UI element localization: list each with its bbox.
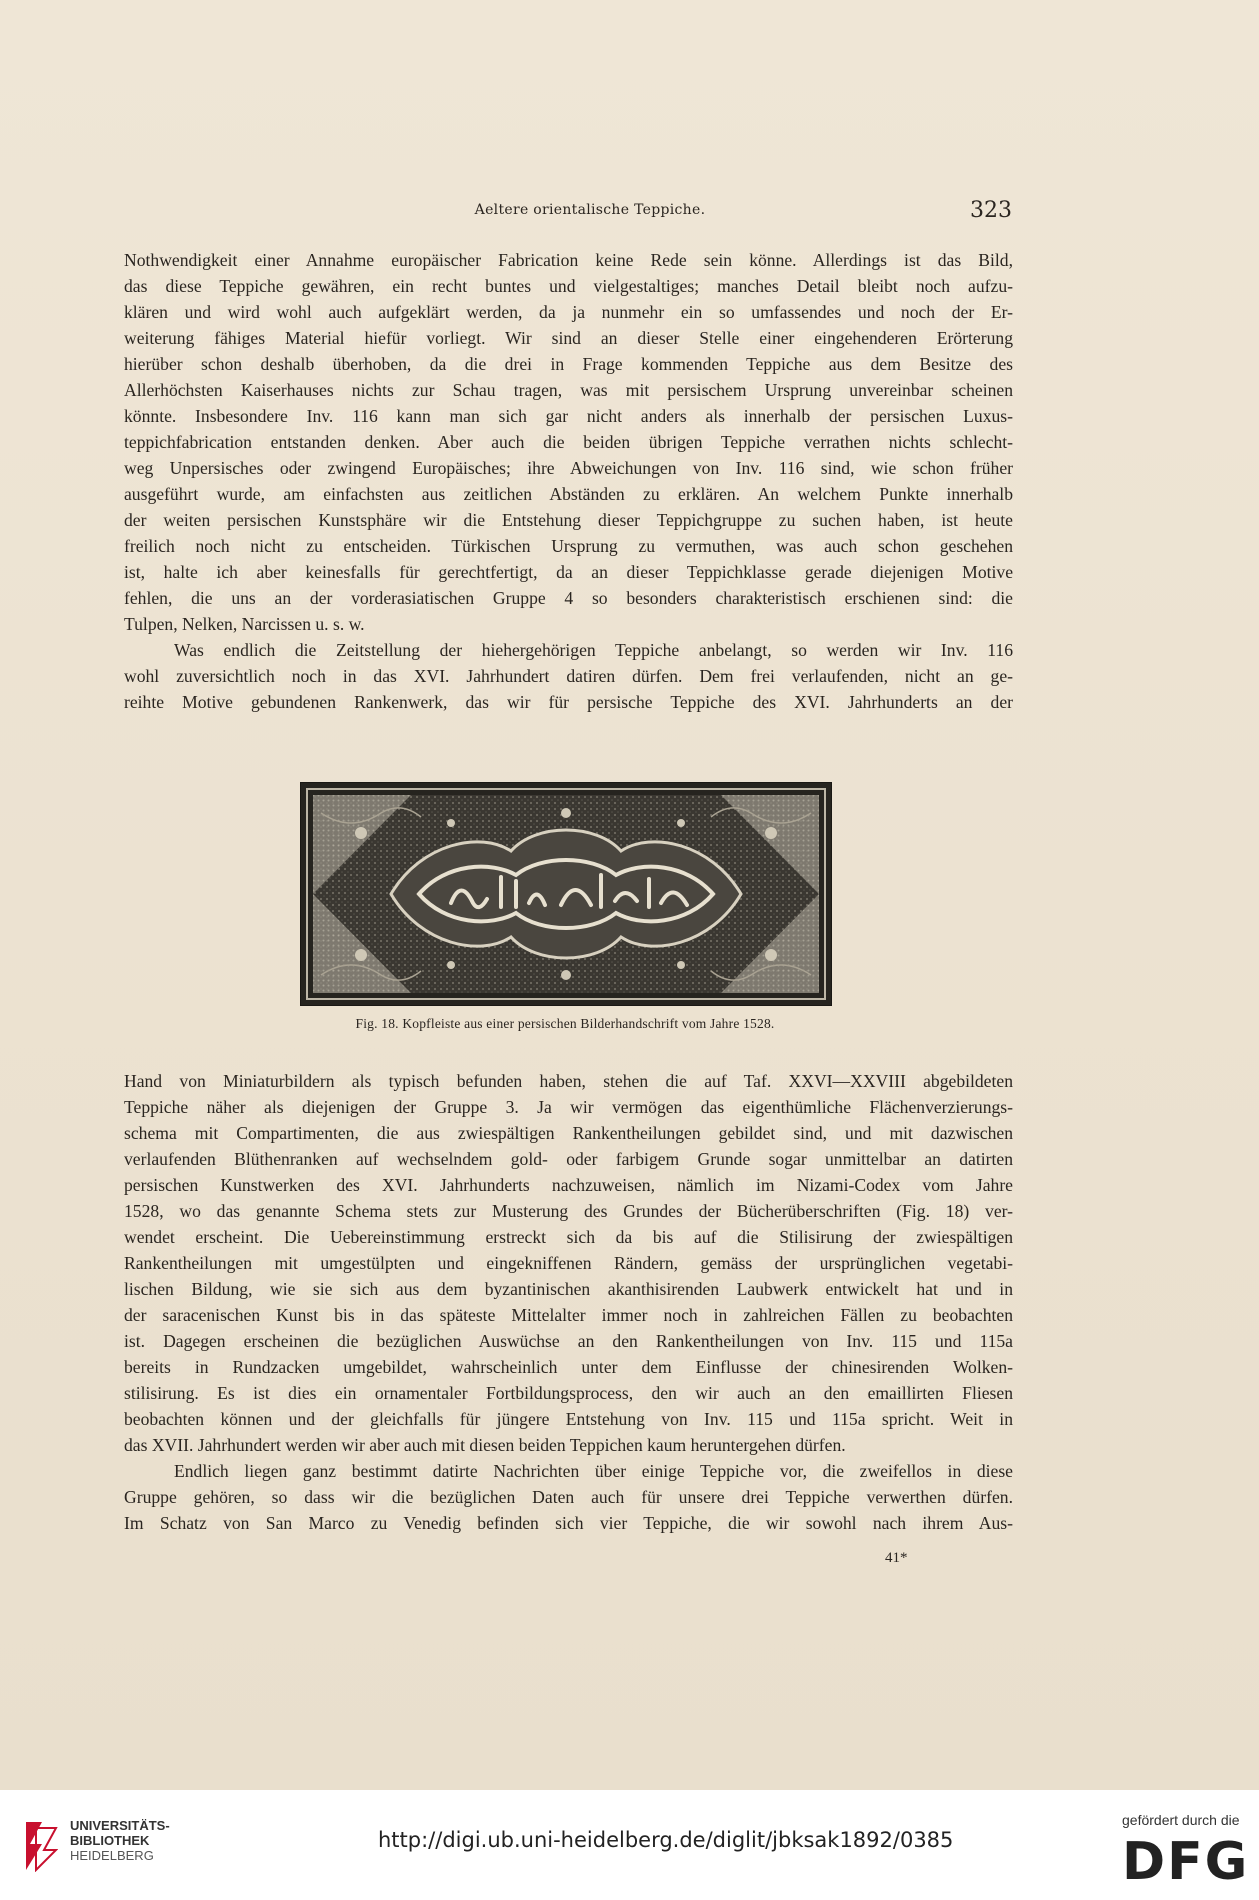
library-line-1: UNIVERSITÄTS-: [70, 1818, 170, 1833]
text-line: Tulpen, Nelken, Narcissen u. s. w.: [124, 614, 365, 634]
text-line: hierüber schon deshalb überhoben, da die drei in Frage kommenden Teppiche aus dem Besitze des: [124, 354, 1013, 374]
text-line: könnte. Insbesondere Inv. 116 kann man sich gar nicht anders als innerhalb der persischen Luxus-: [124, 406, 1013, 426]
text-line: ist, halte ich aber keinesfalls für gerechtfertigt, da an dieser Teppichklasse gerade diejenigen Motive: [124, 562, 1013, 582]
text-line: schema mit Compartimenten, die aus zwiespältigen Rankentheilungen gebildet sind, und mit dazwischen: [124, 1123, 1013, 1143]
library-name: [70, 1818, 170, 1863]
text-line: Rankentheilungen mit umgestülpten und eingekniffenen Rändern, gemäss der ursprünglichen vegetabi-: [124, 1253, 1013, 1273]
text-line: teppichfabrication entstanden denken. Aber auch die beiden übrigen Teppiche verrathen nichts schlecht-: [124, 432, 1013, 452]
dfg-funding-label: gefördert durch die: [1122, 1812, 1240, 1828]
text-line: Hand von Miniaturbildern als typisch befunden haben, stehen die auf Taf. XXVI—XXVIII abgebildeten: [124, 1071, 1013, 1091]
text-line: stilisirung. Es ist dies ein ornamentaler Fortbildungsprocess, den wir auch an den emaillirten Fliesen: [124, 1383, 1013, 1403]
figure-ornament-headpiece: [300, 782, 832, 1006]
page-number: 323: [970, 198, 1012, 223]
text-line: fehlen, die uns an der vorderasiatischen Gruppe 4 so besonders charakteristisch erschienen sind: die: [124, 588, 1013, 608]
library-line-3: HEIDELBERG: [70, 1848, 154, 1863]
text-line: das diese Teppiche gewähren, ein recht buntes und vielgestaltiges; manches Detail bleibt noch aufzu-: [124, 276, 1013, 296]
text-line: verlaufenden Blüthenranken auf wechselndem gold- oder farbigem Grunde sogar unmittelbar an datirten: [124, 1149, 1013, 1169]
text-block-upper: [124, 247, 1013, 715]
text-line: freilich noch nicht zu entscheiden. Türkischen Ursprung zu vermuthen, was auch schon geschehen: [124, 536, 1013, 556]
text-line: klären und wird wohl auch aufgeklärt werden, da ja nunmehr ein so umfassendes und noch der Er-: [124, 302, 1013, 322]
text-line: weiterung fähiges Material hiefür vorliegt. Wir sind an dieser Stelle einer eingehenderen Erörterung: [124, 328, 1013, 348]
text-line: lischen Bildung, wie sie sich aus dem byzantinischen akanthisirenden Laubwerk entwickelt hat und in: [124, 1279, 1013, 1299]
text-line: Gruppe gehören, so dass wir die bezüglichen Daten auch für unsere drei Teppiche verwerthen dürfen.: [124, 1487, 1013, 1507]
figure-caption: Fig. 18. Kopfleiste aus einer persischen Bilderhandschrift vom Jahre 1528.: [355, 1016, 775, 1031]
dfg-logo: DFG: [1122, 1832, 1250, 1892]
text-line: wendet erscheint. Die Uebereinstimmung erstreckt sich da bis auf die Stilisirung der zwiespältigen: [124, 1227, 1013, 1247]
library-logo-icon: [22, 1820, 58, 1872]
text-line: Endlich liegen ganz bestimmt datirte Nachrichten über einige Teppiche vor, die zweifellos in diese: [174, 1461, 1013, 1481]
text-line: ausgeführt wurde, am einfachsten aus zeitlichen Abständen zu erklären. An welchem Punkte innerhalb: [124, 484, 1013, 504]
text-line: der saracenischen Kunst bis in das späteste Mittelalter immer noch in zahlreichen Fällen zu beobachten: [124, 1305, 1013, 1325]
text-line: beobachten können und der gleichfalls für jüngere Entstehung von Inv. 115 und 115a spricht. Weit in: [124, 1409, 1013, 1429]
text-line: persischen Kunstwerken des XVI. Jahrhunderts nachzuweisen, nämlich im Nizami-Codex vom Jahre: [124, 1175, 1013, 1195]
running-title: Aeltere orientalische Teppiche.: [474, 202, 706, 218]
text-line: bereits in Rundzacken umgebildet, wahrscheinlich unter dem Einflusse der chinesirenden Wolken-: [124, 1357, 1013, 1377]
text-line: Im Schatz von San Marco zu Venedig befinden sich vier Teppiche, die wir sowohl nach ihrem Aus-: [124, 1513, 1013, 1533]
text-line: reihte Motive gebundenen Rankenwerk, das wir für persische Teppiche des XVI. Jahrhunderts an der: [124, 692, 1013, 712]
text-block-lower: [124, 1068, 1013, 1536]
library-line-2: BIBLIOTHEK: [70, 1833, 150, 1848]
text-line: Allerhöchsten Kaiserhauses nichts zur Schau tragen, was mit persischem Ursprung unvereinbar scheinen: [124, 380, 1013, 400]
source-url-link[interactable]: http://digi.ub.uni-heidelberg.de/diglit/jbksak1892/0385: [378, 1828, 954, 1852]
ornament-illustration: [301, 783, 831, 1005]
text-line: 1528, wo das genannte Schema stets zur Musterung des Grundes der Bücherüberschriften (Fig. 18) ver-: [124, 1201, 1013, 1221]
text-line: Was endlich die Zeitstellung der hiehergehörigen Teppiche anbelangt, so werden wir Inv. 116: [174, 640, 1013, 660]
text-line: weg Unpersisches oder zwingend Europäisches; ihre Abweichungen von Inv. 116 sind, wie schon früher: [124, 458, 1013, 478]
text-line: ist. Dagegen erscheinen die bezüglichen Auswüchse an den Rankentheilungen von Inv. 115 und 115a: [124, 1331, 1013, 1351]
text-line: Nothwendigkeit einer Annahme europäischer Fabrication keine Rede sein könne. Allerdings ist das Bild,: [124, 250, 1013, 270]
text-line: wohl zuversichtlich noch in das XVI. Jahrhundert datiren dürfen. Dem frei verlaufenden, nicht an ge-: [124, 666, 1013, 686]
text-line: Teppiche näher als diejenigen der Gruppe 3. Ja wir vermögen das eigenthümliche Flächenverzierungs-: [124, 1097, 1013, 1117]
signature-mark: 41*: [885, 1550, 908, 1566]
text-line: der weiten persischen Kunstsphäre wir die Entstehung dieser Teppichgruppe zu suchen haben, ist heute: [124, 510, 1013, 530]
text-line: das XVII. Jahrhundert werden wir aber auch mit diesen beiden Teppichen kaum heruntergehen dürfen.: [124, 1435, 846, 1455]
